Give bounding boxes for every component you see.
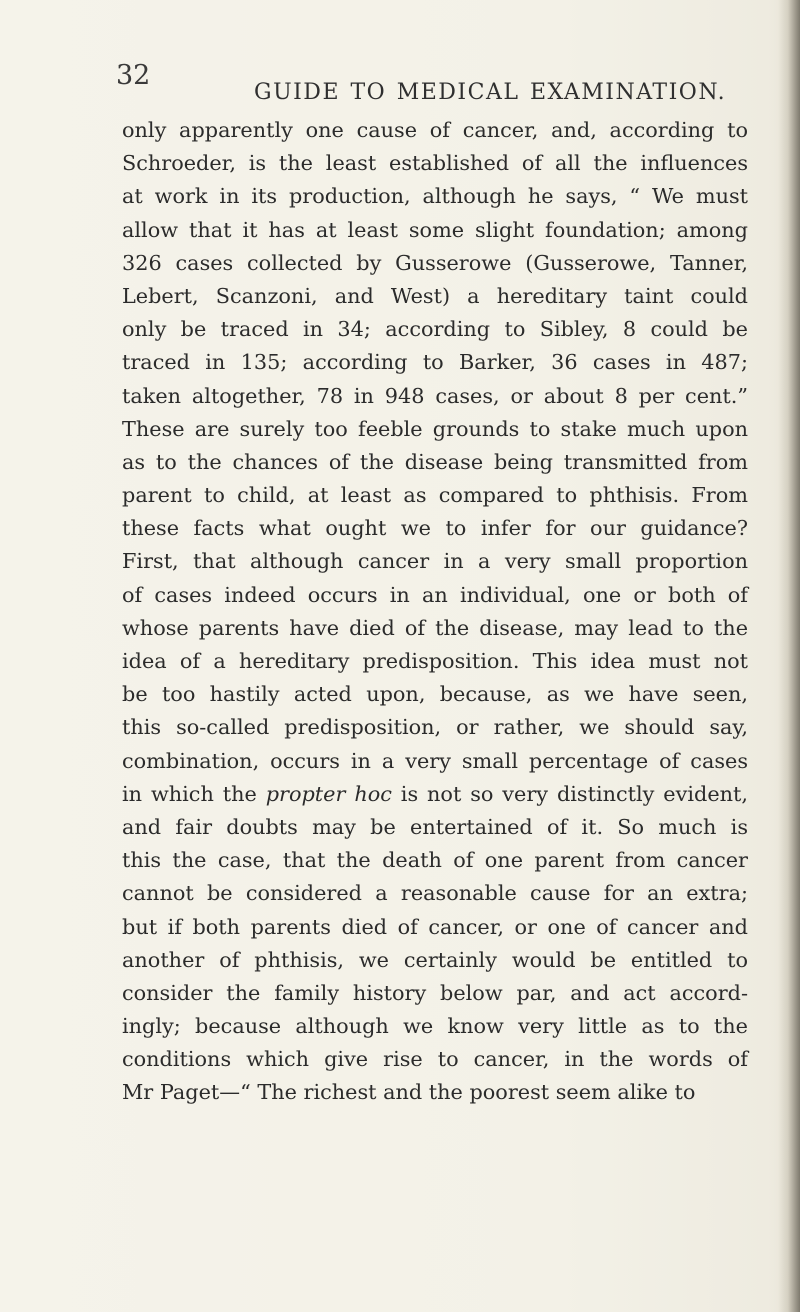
text-line-15: of cases indeed occurs in an individual, one or both of [122, 582, 748, 607]
text-line-21 [122, 778, 748, 811]
text-line-12: parent to child, at least as compared to phthisis. From [122, 483, 748, 508]
text-line-9: taken altogether, 78 in 948 cases, or about 8 per cent.” [122, 383, 748, 408]
text-line-27: consider the family history below par, and act accord- [122, 980, 748, 1005]
text-line-25: but if both parents died of cancer, or one of cancer and [122, 914, 748, 939]
text-line-13: these facts what ought we to infer for our guidance? [122, 516, 748, 541]
italic-phrase: propter hoc [265, 781, 392, 806]
text-line-22: and fair doubts may be entertained of it. So much is [122, 814, 748, 839]
text-line-23: this the case, that the death of one parent from cancer [122, 848, 748, 873]
text-line-30: Mr Paget—“ The richest and the poorest seem alike to [122, 1080, 696, 1105]
text-line-28: ingly; because although we know very little as to the [122, 1014, 748, 1039]
body-text [122, 114, 748, 1110]
text-line-3: at work in its production, although he says, “ We must [122, 184, 748, 209]
running-title: GUIDE TO MEDICAL EXAMINATION. [254, 80, 727, 105]
text-line-7: only be traced in 34; according to Sibley, 8 could be [122, 317, 748, 342]
text-line-10: These are surely too feeble grounds to stake much upon [122, 416, 748, 441]
text-line-26: another of phthisis, we certainly would be entitled to [122, 947, 748, 972]
text-line-6: Lebert, Scanzoni, and West) a hereditary taint could [122, 283, 748, 308]
text-line-18: be too hastily acted upon, because, as we have seen, [122, 682, 748, 707]
text-line-19: this so-called predisposition, or rather, we should say, [122, 715, 748, 740]
text-line-4: allow that it has at least some slight foundation; among [122, 217, 748, 242]
text-line-29: conditions which give rise to cancer, in the words of [122, 1047, 748, 1072]
text-line-20: combination, occurs in a very small percentage of cases [122, 748, 748, 773]
page-edge-shadow [778, 0, 800, 1312]
text-line-21-end: is not so very distinctly evident, [391, 781, 748, 806]
text-line-8: traced in 135; according to Barker, 36 cases in 487; [122, 350, 748, 375]
text-line-11: as to the chances of the disease being transmitted from [122, 449, 748, 474]
text-line-14: First, that although cancer in a very small proportion [122, 549, 748, 574]
page-number: 32 [116, 60, 151, 91]
text-line-17: idea of a hereditary predisposition. This idea must not [122, 649, 748, 673]
text-line-5: 326 cases collected by Gusserowe (Gusserowe, Tanner, [122, 250, 748, 275]
text-line-1: only apparently one cause of cancer, and, according to [122, 118, 748, 142]
text-line-21-start: in which the [122, 781, 266, 806]
text-line-24: cannot be considered a reasonable cause for an extra; [122, 881, 748, 906]
text-line-16: whose parents have died of the disease, may lead to the [122, 615, 748, 640]
text-line-2: Schroeder, is the least established of all the influences [122, 151, 748, 176]
